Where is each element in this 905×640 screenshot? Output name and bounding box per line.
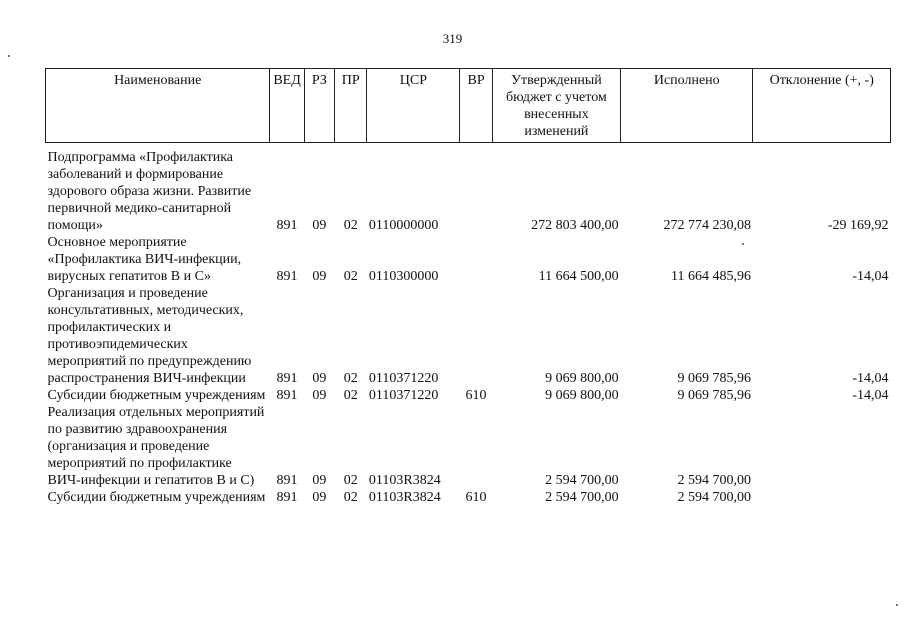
row-name: Организация и проведение консультативных, методических, профилактических и противоэпидемических мероприятий по предупреждению распространения ВИЧ-инфекции <box>47 286 252 386</box>
header-rz: РЗ <box>304 69 334 143</box>
row-pr: 02 <box>343 388 358 403</box>
row-budget: 2 594 700,00 <box>545 473 619 488</box>
header-budget: Утвержденный бюджет с учетом внесенных изменений <box>492 69 620 143</box>
header-deviation: Отклонение (+, -) <box>753 69 891 143</box>
scan-speck <box>8 55 10 57</box>
row-budget: 9 069 800,00 <box>545 371 619 386</box>
row-ved: 891 <box>276 371 298 386</box>
table-row <box>46 285 891 387</box>
row-budget: 9 069 800,00 <box>545 388 619 403</box>
row-done: 9 069 785,96 <box>677 371 751 386</box>
row-done: 2 594 700,00 <box>677 473 751 488</box>
row-rz: 09 <box>312 490 327 505</box>
row-name: Субсидии бюджетным учреждениям <box>47 490 266 505</box>
row-ved: 891 <box>276 269 298 284</box>
row-pr: 02 <box>343 371 358 386</box>
row-csr: 0110000000 <box>368 218 439 233</box>
header-name: Наименование <box>46 69 270 143</box>
row-ved: 891 <box>276 490 298 505</box>
row-rz: 09 <box>312 388 327 403</box>
row-ved: 891 <box>276 218 298 233</box>
header-ved: ВЕД <box>270 69 304 143</box>
row-done: 11 664 485,96 <box>671 269 751 284</box>
table-row <box>46 143 891 235</box>
header-pr: ПР <box>335 69 367 143</box>
row-pr: 02 <box>343 218 358 233</box>
table-row <box>46 234 891 285</box>
row-deviation: -14,04 <box>852 388 889 403</box>
row-vr <box>460 234 492 285</box>
row-deviation <box>753 489 891 506</box>
row-pr: 02 <box>343 269 358 284</box>
header-vr: ВР <box>460 69 492 143</box>
header-csr: ЦСР <box>367 69 460 143</box>
row-rz: 09 <box>312 269 327 284</box>
row-done: 272 774 230,08 <box>663 218 751 233</box>
row-vr: 610 <box>465 388 487 403</box>
row-ved: 891 <box>276 473 298 488</box>
row-name: Подпрограмма «Профилактика заболеваний и формирование здорового образа жизни. Развитие первичной медико-санитарной помощи» <box>47 150 252 233</box>
row-name: Основное мероприятие «Профилактика ВИЧ-инфекции, вирусных гепатитов В и С» <box>47 235 242 284</box>
row-deviation: -29 169,92 <box>827 218 889 233</box>
row-deviation: -14,04 <box>852 371 889 386</box>
row-done: 9 069 785,96 <box>677 388 751 403</box>
row-rz: 09 <box>312 371 327 386</box>
row-ved: 891 <box>276 388 298 403</box>
row-budget: 2 594 700,00 <box>545 490 619 505</box>
row-pr: 02 <box>343 490 358 505</box>
row-name: Реализация отдельных мероприятий по развитию здравоохранения (организация и проведение мероприятий по профилактике ВИЧ-инфекции и гепатитов В и С) <box>47 405 265 488</box>
row-rz: 09 <box>312 218 327 233</box>
row-vr <box>460 285 492 387</box>
page-number: 319 <box>442 31 463 46</box>
table-row <box>46 404 891 489</box>
row-csr: 0110371220 <box>368 371 439 386</box>
row-csr: 0110371220 <box>368 388 439 403</box>
table-row <box>46 489 891 506</box>
row-deviation: -14,04 <box>852 269 889 284</box>
row-csr: 01103R3824 <box>368 473 441 488</box>
row-vr <box>460 404 492 489</box>
scan-speck <box>896 604 898 606</box>
row-name: Субсидии бюджетным учреждениям <box>47 388 266 403</box>
header-done: Исполнено <box>621 69 753 143</box>
row-csr: 0110300000 <box>368 269 439 284</box>
scan-speck <box>742 243 744 245</box>
row-budget: 272 803 400,00 <box>531 218 619 233</box>
row-rz: 09 <box>312 473 327 488</box>
row-csr: 01103R3824 <box>368 490 441 505</box>
row-pr: 02 <box>343 473 358 488</box>
table-row <box>46 387 891 404</box>
row-deviation <box>753 404 891 489</box>
row-vr: 610 <box>465 490 487 505</box>
table-header <box>46 69 891 143</box>
row-vr <box>460 143 492 235</box>
row-budget: 11 664 500,00 <box>538 269 619 284</box>
budget-table <box>45 68 891 506</box>
row-done: 2 594 700,00 <box>677 490 751 505</box>
